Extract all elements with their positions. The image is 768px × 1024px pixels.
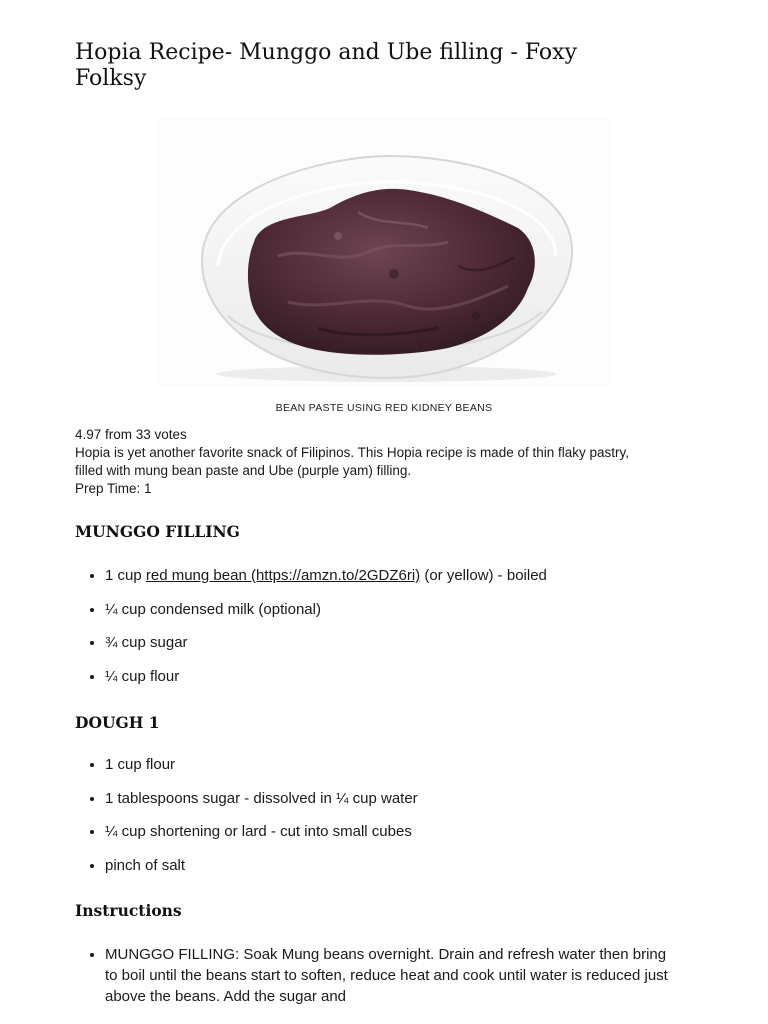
munggo-filling-heading: MUNGGO FILLING [75,522,240,541]
recipe-description: Hopia is yet another favorite snack of Filipinos. This Hopia recipe is made of thin flaky pastry, filled with mung bean paste and Ube (purple yam) filling. [75,445,630,478]
instructions-list [88,944,670,1007]
page-title: Hopia Recipe- Munggo and Ube filling - Foxy Folksy [75,40,577,91]
list-item: • pinch of salt [105,856,685,890]
rating-text: 4.97 from 33 votes [75,427,187,442]
dough-ingredient-list [88,755,685,889]
bean-paste-photo [158,116,610,388]
list-item: • ¾ cup sugar [105,633,685,667]
list-item [105,566,685,600]
prep-time: Prep Time: 1 [75,481,152,496]
list-item: • ¼ cup shortening or lard - cut into small cubes [105,822,685,856]
instructions-heading: Instructions [75,901,182,920]
item-prefix: 1 cup [105,567,146,584]
item-suffix: (or yellow) - boiled [420,567,547,584]
list-item: • 1 tablespoons sugar - dissolved in ¼ cup water [105,789,685,823]
list-item: • 1 cup flour [105,755,685,789]
recipe-meta [75,426,635,498]
list-item: • ¼ cup condensed milk (optional) [105,600,685,634]
munggo-ingredient-list [88,566,685,700]
image-caption: BEAN PASTE USING RED KIDNEY BEANS [275,402,493,414]
mung-bean-link[interactable]: red mung bean (https://amzn.to/2GDZ6ri) [145,567,421,584]
list-item: • ¼ cup flour [105,667,685,701]
dough-heading: DOUGH 1 [75,713,160,732]
instruction-step: • MUNGGO FILLING: Soak Mung beans overnight. Drain and refresh water then bring to boil until the beans start to soften, reduce heat and cook until water is reduced just above the beans. Add the sugar and [105,944,670,1007]
